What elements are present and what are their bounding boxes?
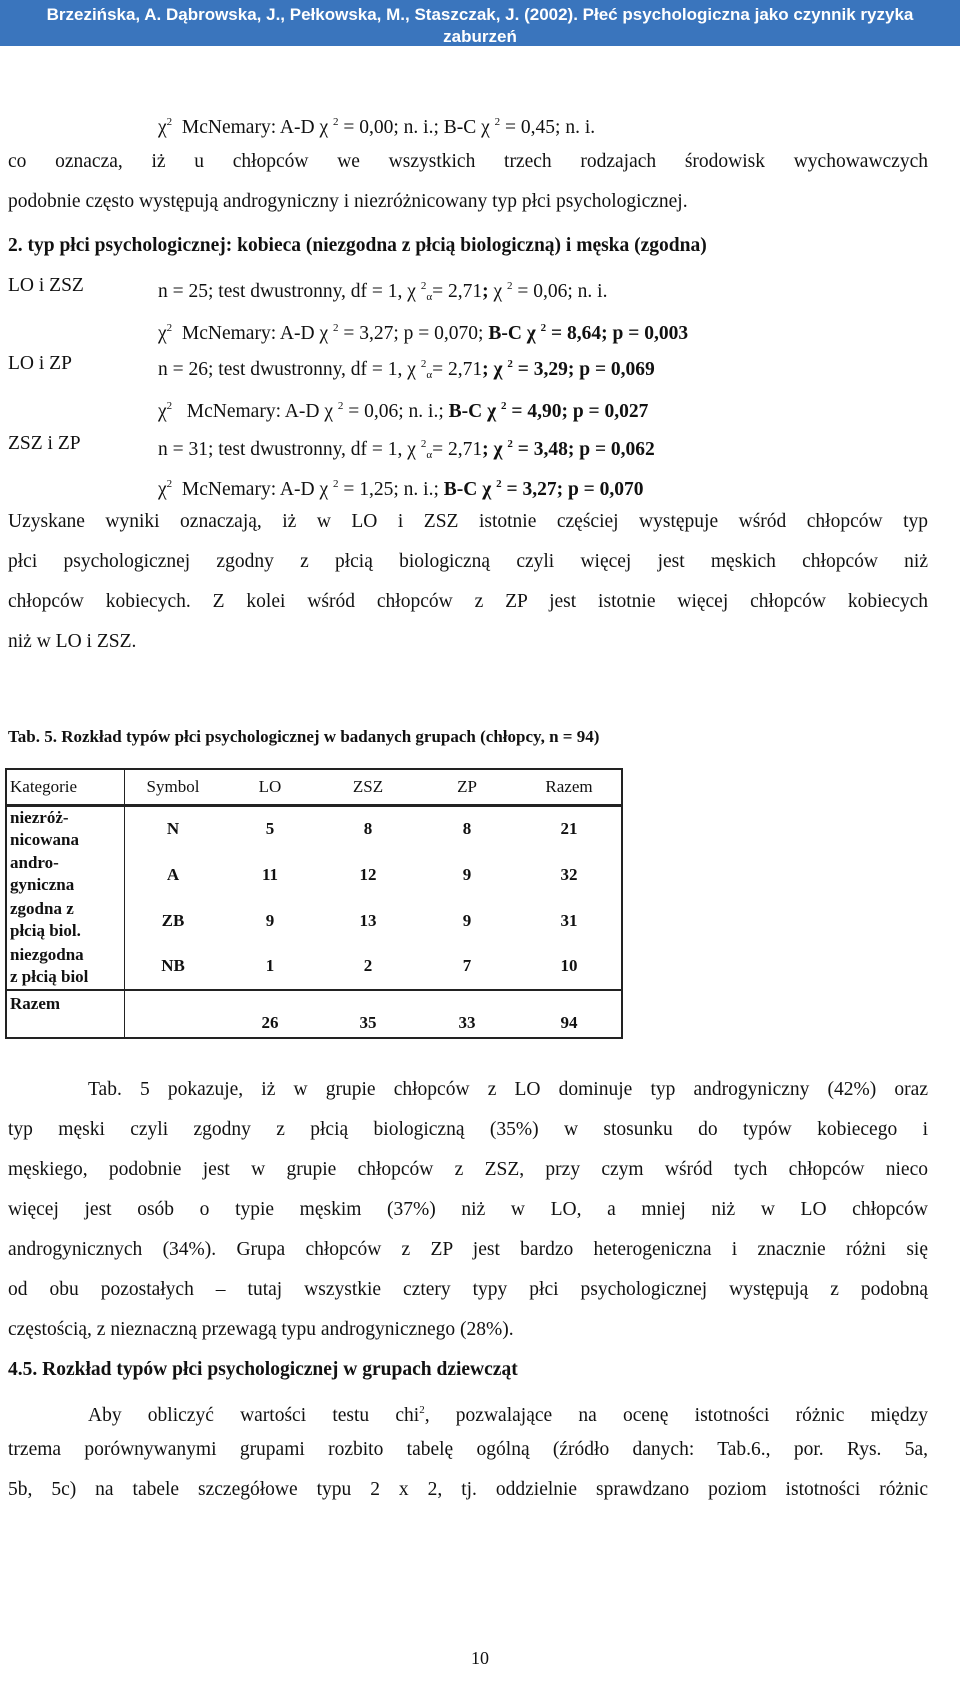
- test-zsz-zp: n = 31; test dwustronny, df = 1, χ $^2_\alpha$= 2,71; χ $^2$ = 3,48; p = 0,062: [158, 438, 655, 461]
- section-4-5-paragraph: [8, 1390, 928, 1510]
- total-cell: 31: [560, 910, 578, 930]
- journal-name: Czasopismo Psychologiczne, 8 (1): [529, 49, 808, 68]
- mcnemar-lo-zp: $\chi^2$ McNemary: A-D χ $^2$ = 0,06; n. i.; B-C χ $^2$ = 4,90; p = 0,027: [158, 400, 649, 422]
- lo-cell: 1: [265, 956, 275, 975]
- lo-cell: 9: [265, 910, 275, 930]
- mcnemar-zsz-zp: $\chi^2$ McNemary: A-D χ $^2$ = 1,25; n. i.; B-C χ $^2$ = 3,27; p = 0,070: [158, 478, 644, 500]
- table-caption: Tab. 5. Rozkład typów płci psychologicznej w badanych grupach (chłopcy, n = 94): [8, 727, 600, 746]
- table-row: [6, 944, 622, 990]
- table-header-row: [6, 769, 622, 806]
- table-row: [6, 898, 622, 944]
- section-4-5-heading: 4.5. Rozkład typów płci psychologicznej w grupach dziewcząt: [8, 1359, 518, 1380]
- total-cell: 10: [560, 956, 578, 975]
- total-label: Razem: [6, 990, 125, 1038]
- total-cell: 21: [560, 819, 578, 839]
- page-number: 10: [471, 1648, 489, 1668]
- zp-cell: 9: [462, 864, 472, 884]
- discussion-line-7: częstością, z nieznaczną przewagą typu androgynicznego (28%).: [8, 1319, 514, 1340]
- zp-cell: 7: [462, 956, 472, 975]
- section-2-heading: 2. typ płci psychologicznej: kobieca (niezgodna z płcią biologiczną) i męska (zgodna): [8, 235, 707, 256]
- category-cell: niezróż- nicowana: [6, 806, 125, 852]
- col-header-zsz: ZSZ: [319, 769, 417, 806]
- category-cell: andro- gyniczna: [6, 852, 125, 898]
- mcnemar-top: $\chi^2$ McNemary: A-D χ $^2$ = 0,00; n. i.; B-C χ $^2$ = 0,45; n. i.: [158, 116, 596, 138]
- pair-label-lo-zp: LO i ZP: [8, 353, 72, 374]
- total-cell: 32: [560, 864, 578, 884]
- data-table: [5, 768, 623, 1039]
- result-line-1: Uzyskane wyniki oznaczają, iż w LO i ZSZ istotnie częściej występuje wśród chłopców typ: [8, 511, 928, 532]
- result-paragraph: [8, 502, 928, 662]
- section-4-5-line-2: trzema porównywanymi grupami rozbito tabelę ogólną (źródło danych: Tab.6., por. Rys. 5a,: [8, 1439, 928, 1460]
- result-line-2: płci psychologicznej zgodny z płcią biologiczną czyli więcej jest męskich chłopców niż: [8, 551, 928, 572]
- lo-total: 26: [261, 1012, 279, 1032]
- discussion-paragraph: [8, 1070, 928, 1350]
- citation-pages: , 75-28.: [807, 49, 865, 68]
- citation-line-1: Brzezińska, A. Dąbrowska, J., Pełkowska, M., Staszczak, J. (2002). Płeć psychologiczna jako czynnik ryzyka zaburzeń: [46, 5, 914, 46]
- zsz-cell: 2: [363, 956, 373, 975]
- zsz-total: 35: [359, 1012, 377, 1032]
- section-4-5-line-1: Aby obliczyć wartości testu chi$^2$, pozwalające na ocenę istotności różnic między: [88, 1404, 928, 1426]
- intro-line-2: podobnie często występują androgyniczny i niezróżnicowany typ płci psychologicznej.: [8, 191, 688, 212]
- total-symbol-cell: [125, 990, 222, 1038]
- symbol-cell: NB: [161, 956, 185, 975]
- discussion-line-2: typ męski czyli zgodny z płcią biologiczną (35%) w stosunku do typów kobiecego i: [8, 1119, 928, 1140]
- symbol-cell: N: [166, 819, 180, 839]
- zp-cell: 8: [462, 819, 472, 839]
- discussion-line-5: androgynicznych (34%). Grupa chłopców z ZP jest bardzo heterogeniczna i znacznie różni się: [8, 1239, 928, 1260]
- discussion-line-1: Tab. 5 pokazuje, iż w grupie chłopców z LO dominuje typ androgyniczny (42%) oraz: [88, 1079, 928, 1100]
- pair-label-zsz-zp: ZSZ i ZP: [8, 433, 81, 454]
- category-cell: zgodna z płcią biol.: [6, 898, 125, 944]
- col-header-symbol: Symbol: [125, 769, 222, 806]
- discussion-line-6: od obu pozostałych – tutaj wszystkie cztery typy płci psychologicznej występują z podobną: [8, 1279, 928, 1300]
- table-row: [6, 852, 622, 898]
- citation-header: [0, 0, 960, 68]
- lo-cell: 5: [265, 819, 275, 839]
- discussion-line-3: męskiego, podobnie jest w grupie chłopców z ZSZ, przy czym wśród tych chłopców nieco: [8, 1159, 928, 1180]
- discussion-line-4: więcej jest osób o typie męskim (37%) niż w LO, a mniej niż w LO chłopców: [8, 1199, 928, 1220]
- category-cell: niezgodna z płcią biol: [6, 944, 125, 990]
- table-total-row: [6, 990, 622, 1038]
- zsz-cell: 12: [359, 864, 377, 884]
- test-lo-zp: n = 26; test dwustronny, df = 1, χ $^2_\alpha$= 2,71; χ $^2$ = 3,29; p = 0,069: [158, 358, 655, 381]
- zp-cell: 9: [462, 910, 472, 930]
- col-header-razem: Razem: [517, 769, 622, 806]
- intro-line-1: co oznacza, iż u chłopców we wszystkich trzech rodzajach środowisk wychowawczych: [8, 151, 928, 172]
- pair-label-lo-zsz: LO i ZSZ: [8, 275, 84, 296]
- zp-total: 33: [458, 1012, 476, 1032]
- citation-text: zachowania u młodzieży w drugiej fazie adolescencji.: [95, 49, 530, 68]
- col-header-lo: LO: [221, 769, 319, 806]
- intro-paragraph: [8, 142, 928, 222]
- result-line-4: niż w LO i ZSZ.: [8, 631, 137, 652]
- citation-line-2: [10, 48, 950, 70]
- grand-total: 94: [560, 1012, 578, 1032]
- col-header-zp: ZP: [417, 769, 517, 806]
- mcnemar-lo-zsz: $\chi^2$ McNemary: A-D χ $^2$ = 3,27; p = 0,070; B-C χ $^2$ = 8,64; p = 0,003: [158, 322, 689, 344]
- test-lo-zsz: n = 25; test dwustronny, df = 1, χ $^2_\alpha$= 2,71; χ $^2$ = 0,06; n. i.: [158, 280, 608, 303]
- symbol-cell: ZB: [161, 910, 185, 930]
- section-4-5-line-3: 5b, 5c) na tabele szczegółowe typu 2 x 2, tj. oddzielnie sprawdzano poziom istotności różnic: [8, 1479, 928, 1500]
- lo-cell: 11: [261, 864, 279, 884]
- symbol-cell: A: [166, 864, 180, 884]
- zsz-cell: 8: [363, 819, 373, 839]
- zsz-cell: 13: [359, 910, 377, 930]
- col-header-kategorie: Kategorie: [6, 769, 125, 806]
- table-row: [6, 806, 622, 852]
- result-line-3: chłopców kobiecych. Z kolei wśród chłopców z ZP jest istotnie więcej chłopców kobiecych: [8, 591, 928, 612]
